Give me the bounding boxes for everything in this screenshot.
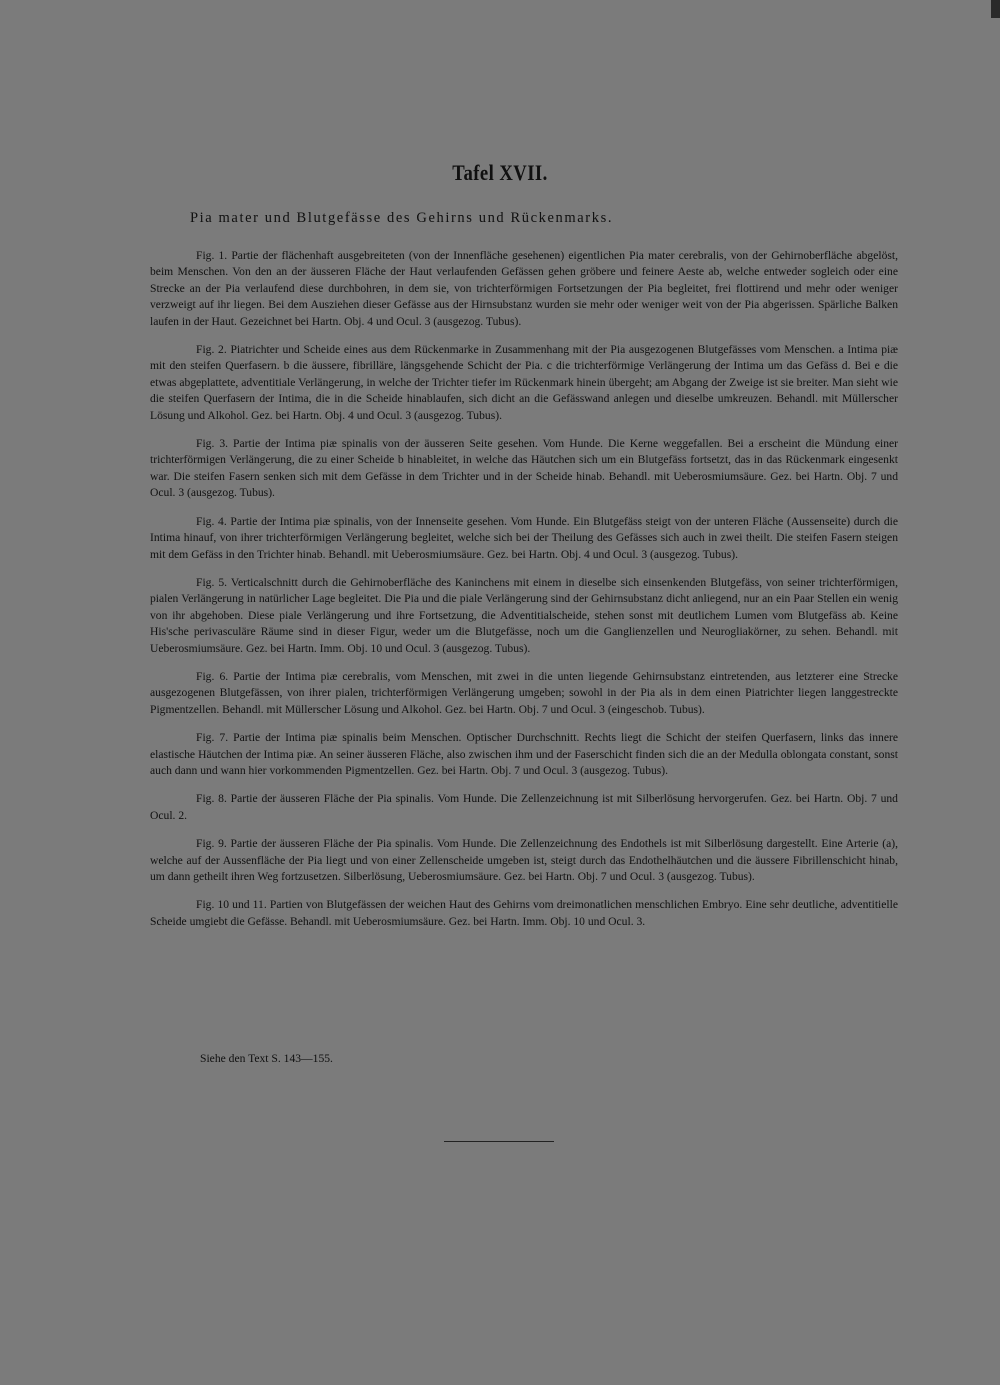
- figure-label: Fig. 5.: [196, 575, 228, 589]
- scan-edge-mark: [991, 0, 1000, 18]
- figure-text: Partie der Intima piæ spinalis, von der Innenseite gesehen. Vom Hunde. Ein Blutgefäss steigt von der unteren Fläche (Aussenseite) durch die Intima hinauf, von ihrer trichterförmigen Verlängerung begleitet, welche sich bei der Theilung des Gefässes sich auch in zwei theilt. Die steifen Fasern steigen mit dem Gefäss in den Trichter hinab. Behandl. mit Ueberosmiumsäure. Gez. bei Hartn. Obj. 4 und Ocul. 3 (ausgezog. Tubus).: [150, 514, 898, 561]
- figure-text: Partien von Blutgefässen der weichen Haut des Gehirns vom dreimonatlichen menschlichen Embryo. Eine sehr deutliche, adventitielle Scheide umgiebt die Gefässe. Behandl. mit Ueberosmiumsäure. Gez. bei Hartn. Imm. Obj. 10 und Ocul. 3.: [150, 898, 898, 928]
- figure-entry: [150, 436, 898, 502]
- figure-label: Fig. 9.: [196, 837, 227, 851]
- figure-text: Partie der Intima piæ spinalis beim Menschen. Optischer Durchschnitt. Rechts liegt die Schicht der steifen Querfasern, links das innere elastische Häutchen der Intima piæ. An seiner äusseren Fläche, also zwischen ihm und der Faserschicht finden sich die an der Medulla oblongata constant, sonst auch dann und wann hier vorkommenden Pigmentzellen. Gez. bei Hartn. Obj. 7 und Ocul. 3 (ausgezog. Tubus).: [150, 731, 898, 777]
- figure-text: Partie der äusseren Fläche der Pia spinalis. Vom Hunde. Die Zellenzeichnung ist mit Silberlösung hervorgerufen. Gez. bei Hartn. Obj. 7 und Ocul. 2.: [150, 792, 898, 822]
- figure-label: Fig. 10 und 11.: [196, 898, 267, 912]
- figure-entry: [150, 791, 898, 824]
- figure-label: Fig. 1.: [196, 249, 228, 262]
- figure-label: Fig. 2.: [196, 343, 227, 357]
- figure-entry: [150, 342, 898, 424]
- plate-subtitle: Pia mater und Blutgefässe des Gehirns und Rückenmarks.: [190, 210, 614, 226]
- figure-label: Fig. 4.: [196, 514, 227, 528]
- figure-entry: [150, 575, 898, 657]
- figure-label: Fig. 6.: [196, 669, 229, 683]
- figure-text: Partie der Intima piæ cerebralis, vom Menschen, mit zwei in die unten liegende Gehirnsubstanz eintretenden, aus letzterer eine Strecke ausgezogenen Blutgefässen, von ihrer pialen, trichterförmigen Verlängerung umgeben; sowohl in der Pia als in dem einen Piatrichter liegen langgestreckte Pigmentzellen. Behandl. mit Müllerscher Lösung und Alkohol. Gez. bei Hartn. Obj. 7 und Ocul. 3 (eingeschob. Tubus).: [150, 669, 898, 716]
- figure-text: Partie der äusseren Fläche der Pia spinalis. Vom Hunde. Die Zellenzeichnung des Endothels ist mit Silberlösung dargestellt. Eine Arterie (a), welche auf der Aussenfläche der Pia liegt und von einer Zellenscheide umgeben ist, steigt durch das Endothelhäutchen und die äussere Fibrillenschicht hinab, um dann getheilt ihren Weg fortzusetzen. Silberlösung, Ueberosmiumsäure. Gez. bei Hartn. Obj. 7 und Ocul. 3 (ausgezog. Tubus).: [150, 837, 898, 883]
- figure-text: Piatrichter und Scheide eines aus dem Rückenmarke in Zusammenhang mit der Pia ausgezogenen Blutgefässes vom Menschen. a Intima piæ mit den steifen Querfasern. b die äussere, fibrilläre, längsgehende Schicht der Pia. c die trichterförmige Verlängerung der Intima um das Gefäss d. Bei e die etwas abgeplattete, adventitiale Verlängerung, in welche der Trichter tiefer im Rückenmark hinein übergeht; am Abgang der Zweige ist sie breiter. Man sieht wie die steifen Querfasern der Intima, die in die Scheide hinablaufen, sich dicht an die Gefässwand anlegen und dieselbe umkreuzen. Behandl. mit Müllerscher Lösung und Alkohol. Gez. bei Hartn. Obj. 4 und Ocul. 3 (ausgezog. Tubus).: [150, 343, 899, 422]
- closing-rule: [444, 1141, 554, 1142]
- figure-descriptions: [150, 248, 898, 942]
- plate-title: Tafel XVII.: [452, 160, 548, 185]
- figure-entry: [150, 897, 898, 930]
- figure-text: Verticalschnitt durch die Gehirnoberfläche des Kaninchens mit einem in dieselbe sich einsenkenden Blutgefäss, von seiner trichterförmigen, pialen Verlängerung in natürlicher Lage begleitet. Die Pia und die piale Verlängerung sind der Gehirnsubstanz dicht anliegend, nur an ein Paar Stellen ein wenig von ihr abgehoben. Diese piale Verlängerung und ihre Fortsetzung, die Adventitialscheide, stehen sonst mit deutlichem Lumen vom Blutgefäss ab. Keine His'sche perivasculäre Räume sind in dieser Figur, weder um die Blutgefässe, noch um die Ganglienzellen und Neurogliakörner, zu sehen. Behandl. mit Ueberosmiumsäure. Gez. bei Hartn. Imm. Obj. 10 und Ocul. 3 (ausgezog. Tubus).: [150, 575, 898, 655]
- figure-text: Partie der flächenhaft ausgebreiteten (von der Innenfläche gesehenen) eigentlichen Pia mater cerebralis, von der Gehirnoberfläche abgelöst, beim Menschen. Von den an der äusseren Fläche der Haut verlaufenden Gefässen gehen gröbere und feinere Aeste ab, welche entweder sogleich oder eine Strecke an der Pia verlaufend diese durchbohren, in dem sie, von trichterförmigen Fortsetzungen der Pia begleitet, frei flottirend und mehr oder weniger verzweigt auf ihr liegen. Bei dem Ausziehen dieser Gefässe aus der Hirnsubstanz wurden sie mehr oder weniger weit von der Pia abgerissen. Spärliche Balken laufen in der Haut. Gezeichnet bei Hartn. Obj. 4 und Ocul. 3 (ausgezog. Tubus).: [150, 249, 898, 328]
- figure-entry: [150, 669, 898, 718]
- figure-label: Fig. 3.: [196, 437, 229, 451]
- text-reference: Siehe den Text S. 143—155.: [200, 1052, 333, 1065]
- figure-entry: [150, 730, 898, 779]
- figure-entry: [150, 514, 898, 563]
- figure-entry: [150, 836, 898, 885]
- figure-entry: [150, 248, 898, 330]
- figure-label: Fig. 7.: [196, 731, 229, 745]
- figure-text: Partie der Intima piæ spinalis von der äusseren Seite gesehen. Vom Hunde. Die Kerne weggefallen. Bei a erscheint die Mündung einer trichterförmigen Verlängerung, die zu einer Scheide b hinableitet, in welche das Häutchen sich um ein Blutgefäss fortsetzt, das in das Rückenmark eingesenkt war. Die steifen Fasern senken sich mit dem Gefässe in dem Trichter und in der Scheide hinab. Behandl. mit Ueberosmiumsäure. Gez. bei Hartn. Obj. 7 und Ocul. 3 (ausgezog. Tubus).: [150, 437, 898, 500]
- figure-label: Fig. 8.: [196, 792, 227, 806]
